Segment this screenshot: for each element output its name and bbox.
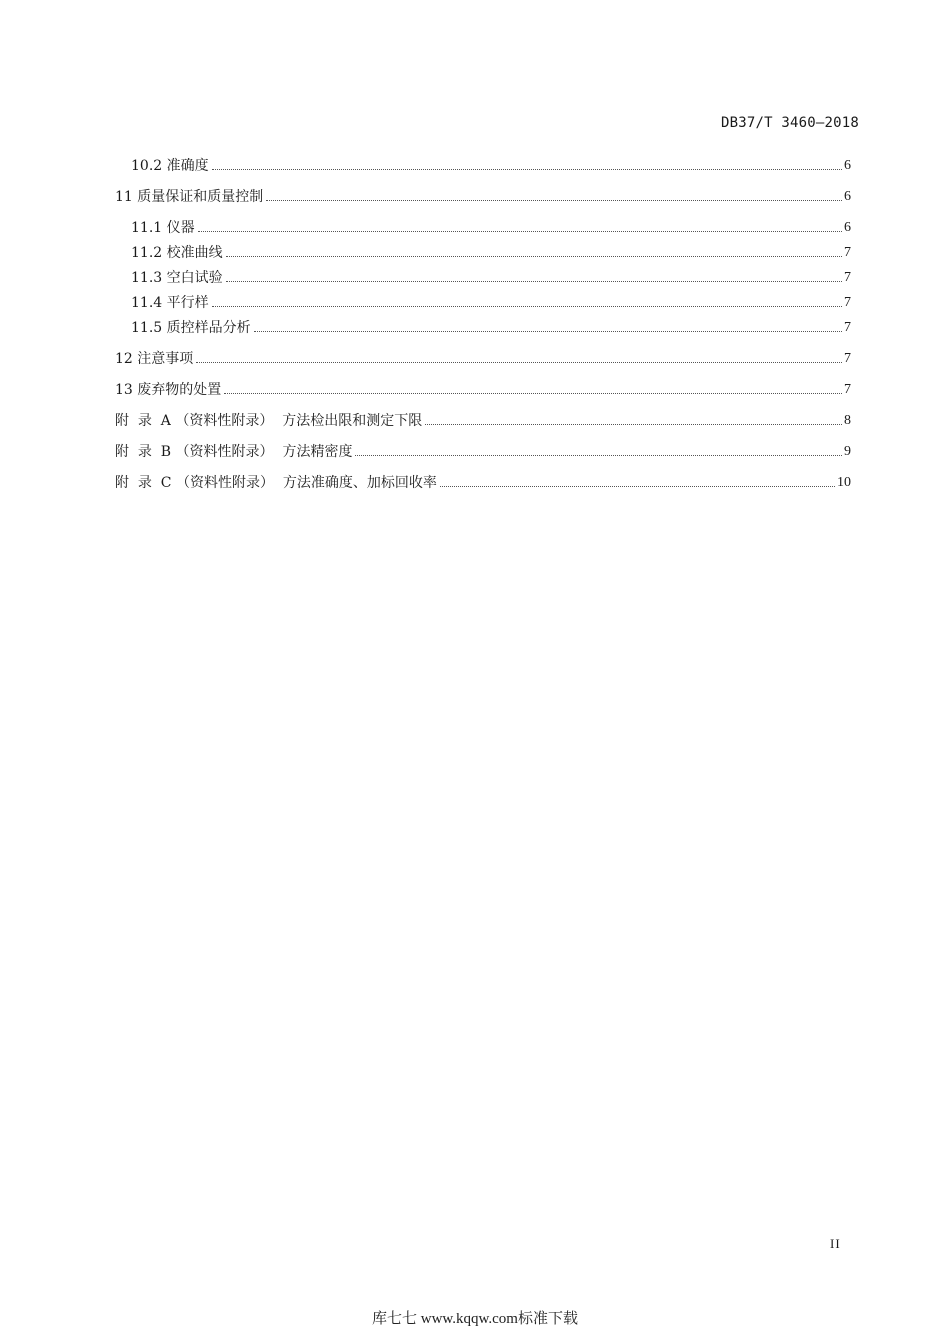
toc-entry[interactable]	[131, 315, 851, 337]
toc-entry-page: 7	[844, 270, 851, 285]
toc-entry-label: 11.4 平行样	[131, 295, 209, 311]
toc-entry-page: 7	[844, 245, 851, 260]
toc-entry-label: 13 废弃物的处置	[115, 382, 222, 398]
toc-entry-page: 6	[844, 220, 851, 235]
dot-leader	[198, 230, 842, 232]
toc-entry-page: 8	[844, 413, 851, 428]
toc-annex-entry[interactable]	[115, 470, 851, 492]
toc-entry-page: 7	[844, 295, 851, 310]
toc-entry[interactable]	[115, 346, 851, 368]
toc-entry-label: 12 注意事项	[115, 351, 194, 367]
toc-entry-page: 9	[844, 444, 851, 459]
toc-entry-label: 附 录 C （资料性附录） 方法准确度、加标回收率	[115, 475, 437, 491]
toc-entry[interactable]	[131, 153, 851, 175]
toc-entry-page: 7	[844, 382, 851, 397]
toc-annex-entry[interactable]	[115, 408, 851, 430]
toc-entry-page: 7	[844, 320, 851, 335]
toc-entry[interactable]	[131, 240, 851, 262]
dot-leader	[226, 280, 842, 282]
toc-entry-label: 11.1 仪器	[131, 220, 195, 236]
dot-leader	[224, 392, 842, 394]
toc-entry-label: 11.3 空白试验	[131, 270, 223, 286]
toc-entry-label: 11.5 质控样品分析	[131, 320, 251, 336]
dot-leader	[440, 485, 835, 487]
toc-entry-page: 6	[844, 189, 851, 204]
toc-entry-label: 10.2 准确度	[131, 158, 209, 174]
toc-annex-entry[interactable]	[115, 439, 851, 461]
toc-entry-page: 6	[844, 158, 851, 173]
toc-entry-label: 11.2 校准曲线	[131, 245, 223, 261]
dot-leader	[212, 305, 842, 307]
toc-entry-page: 10	[837, 475, 851, 490]
footer-watermark-text: 库七七 www.kqqw.com标准下载	[372, 1311, 578, 1327]
dot-leader	[266, 199, 842, 201]
toc-entry[interactable]	[131, 290, 851, 312]
toc-entry[interactable]	[131, 215, 851, 237]
dot-leader	[196, 361, 842, 363]
dot-leader	[254, 330, 842, 332]
toc-entry[interactable]	[115, 377, 851, 399]
toc-entry[interactable]	[115, 184, 851, 206]
toc-entry[interactable]	[131, 265, 851, 287]
toc-entry-label: 附 录 B （资料性附录） 方法精密度	[115, 444, 353, 460]
toc-entry-label: 附 录 A （资料性附录） 方法检出限和测定下限	[115, 413, 423, 429]
page-number: II	[830, 1236, 841, 1251]
dot-leader	[226, 255, 842, 257]
dot-leader	[425, 423, 842, 425]
toc-entry-page: 7	[844, 351, 851, 366]
dot-leader	[212, 168, 842, 170]
dot-leader	[355, 454, 842, 456]
document-code: DB37/T 3460—2018	[720, 115, 859, 131]
toc-entry-label: 11 质量保证和质量控制	[115, 189, 264, 205]
